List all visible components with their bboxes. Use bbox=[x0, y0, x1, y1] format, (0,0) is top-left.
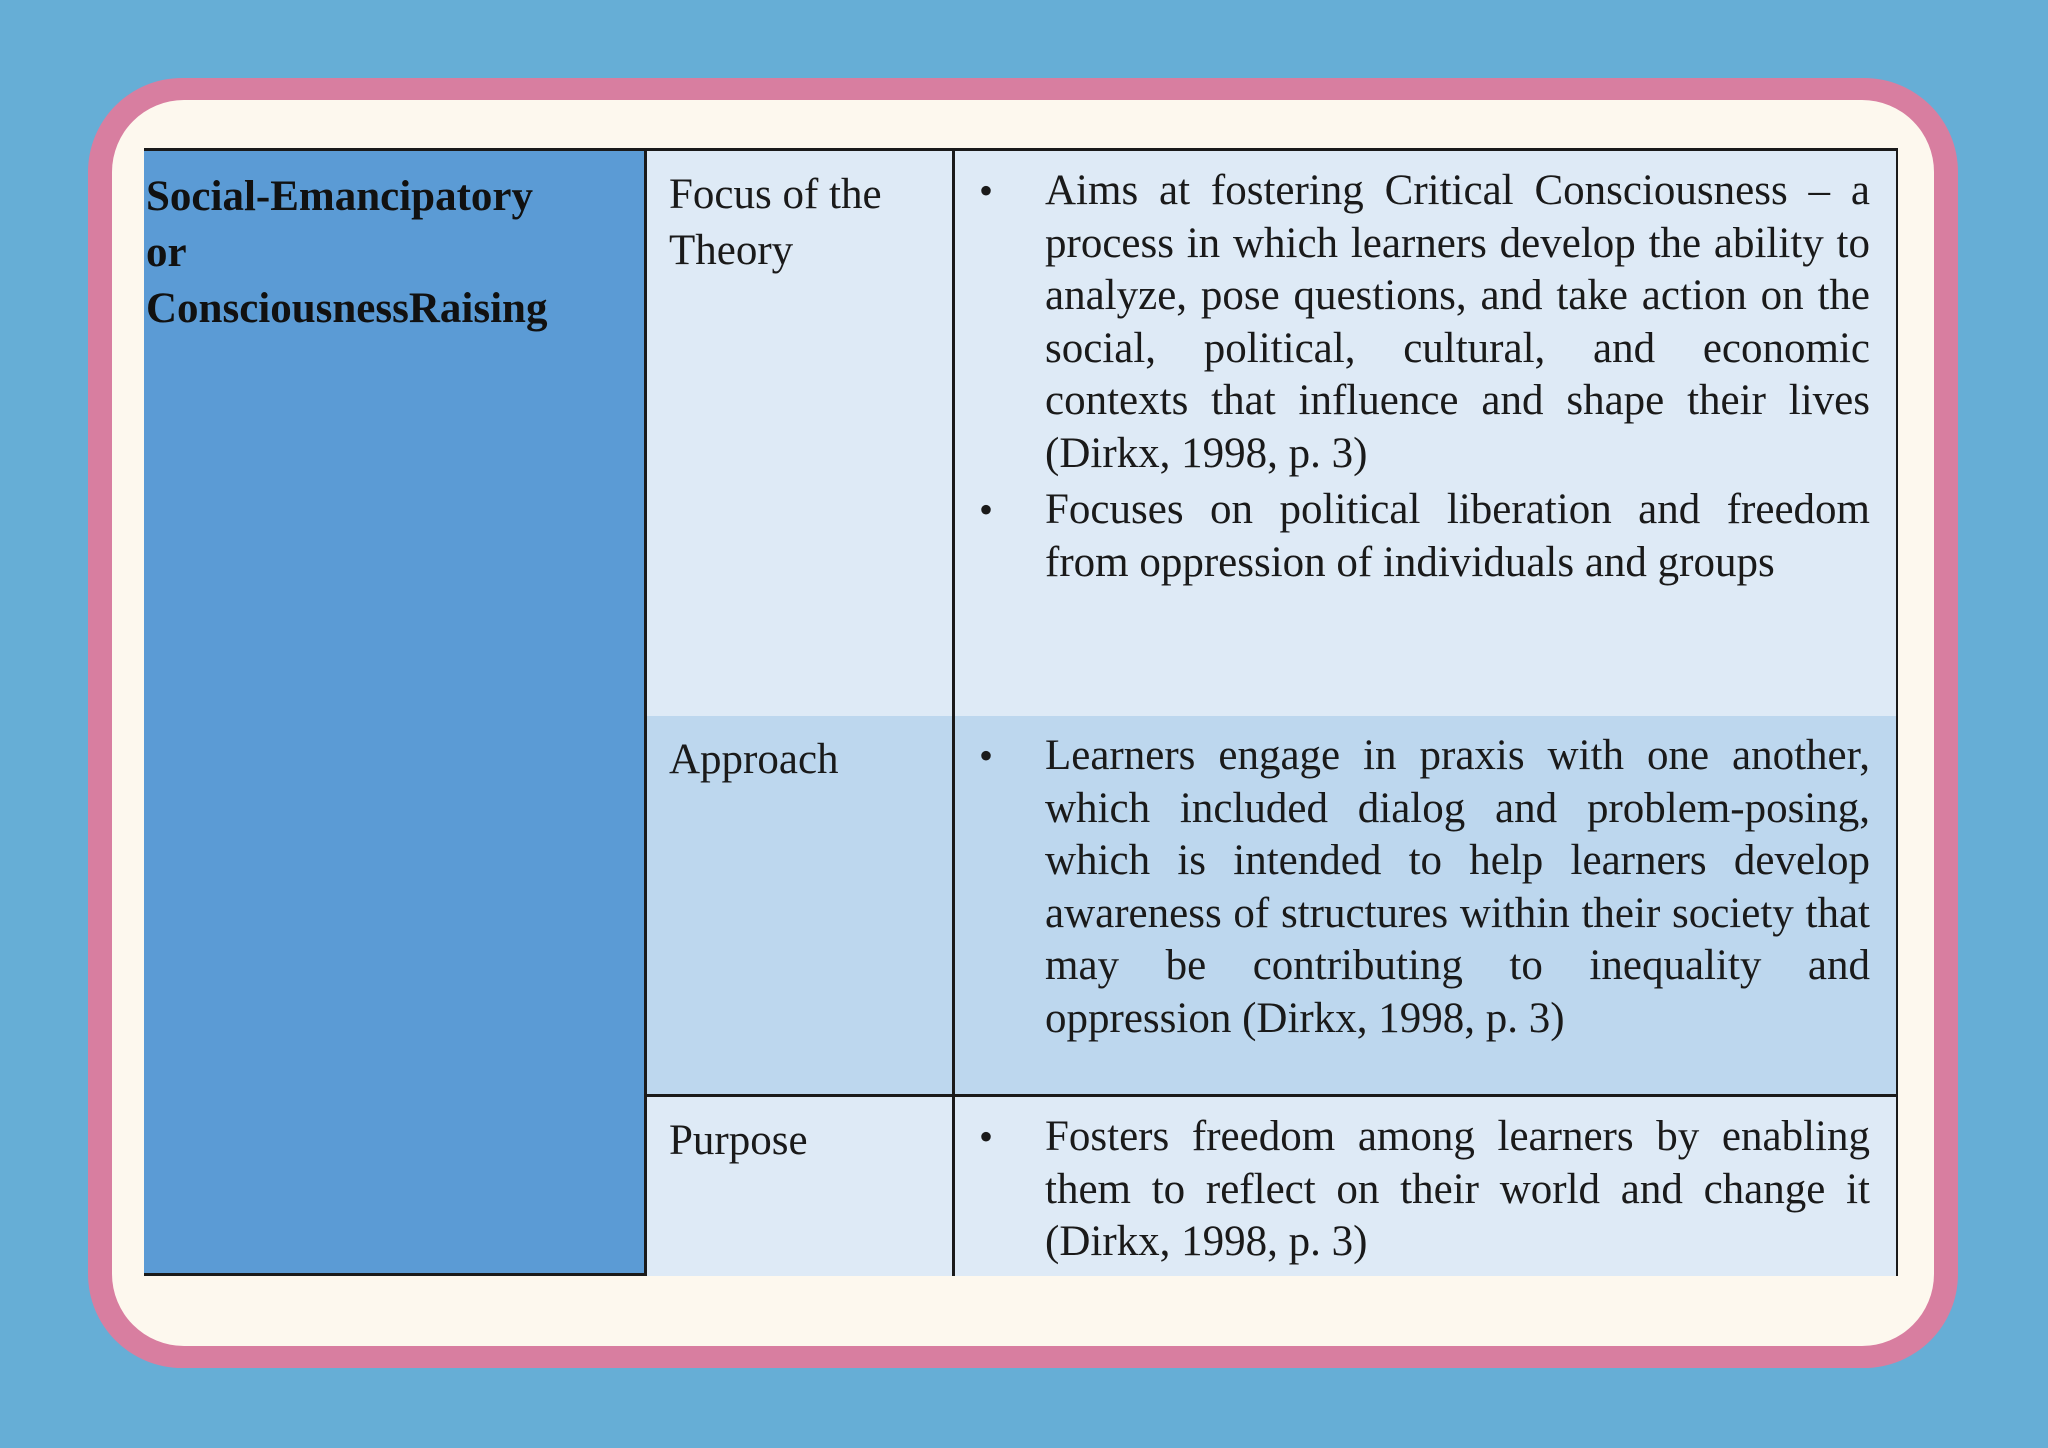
description-cell bbox=[955, 151, 1896, 716]
bullet-text: Focuses on political liberation and freedom from oppression of individuals and groups bbox=[1045, 486, 1870, 586]
list-item bbox=[973, 1111, 1870, 1269]
description-cell bbox=[955, 1097, 1896, 1276]
bullet-text: Fosters freedom among learners by enabling them to reflect on their world and change it (Dirkx, 1998, p. 3) bbox=[1045, 1113, 1870, 1265]
list-item bbox=[973, 165, 1870, 480]
theory-table bbox=[144, 148, 1898, 1276]
aspect-label-line-2: Theory bbox=[669, 227, 794, 274]
category-line-2: or bbox=[146, 229, 187, 276]
aspect-cell bbox=[647, 716, 955, 1094]
aspect-label: Purpose bbox=[669, 1117, 808, 1164]
list-item bbox=[973, 484, 1870, 589]
aspect-cell bbox=[647, 151, 955, 716]
bullet-icon: • bbox=[979, 1114, 994, 1159]
bullet-text: Learners engage in praxis with one another, which included dialog and problem-posing, which is intended to help learners develop awareness of structures within their society that may be contributing to inequality and oppression (Dirkx, 1998, p. 3) bbox=[1045, 732, 1870, 1042]
aspect-label: Approach bbox=[669, 736, 839, 783]
bullet-text: Aims at fostering Critical Consciousness – a process in which learners develop the ability to analyze, pose questions, and take action on the social, political, cultural, and economic contexts that influence and shape their lives (Dirkx, 1998, p. 3) bbox=[1045, 167, 1870, 477]
bullet-icon: • bbox=[979, 733, 994, 778]
list-item bbox=[973, 730, 1870, 1045]
table-row-purpose bbox=[644, 1097, 1896, 1276]
table-row-approach bbox=[644, 716, 1896, 1097]
bullet-icon: • bbox=[979, 487, 994, 532]
aspect-label-line-1: Focus of the bbox=[669, 171, 882, 218]
category-line-1: Social-Emancipatory bbox=[146, 173, 533, 220]
aspect-cell bbox=[647, 1097, 955, 1276]
description-cell bbox=[955, 716, 1896, 1094]
bullet-icon: • bbox=[979, 168, 994, 213]
table-row-focus bbox=[644, 151, 1896, 716]
category-cell bbox=[144, 151, 644, 1273]
category-line-3: ConsciousnessRaising bbox=[146, 285, 548, 332]
